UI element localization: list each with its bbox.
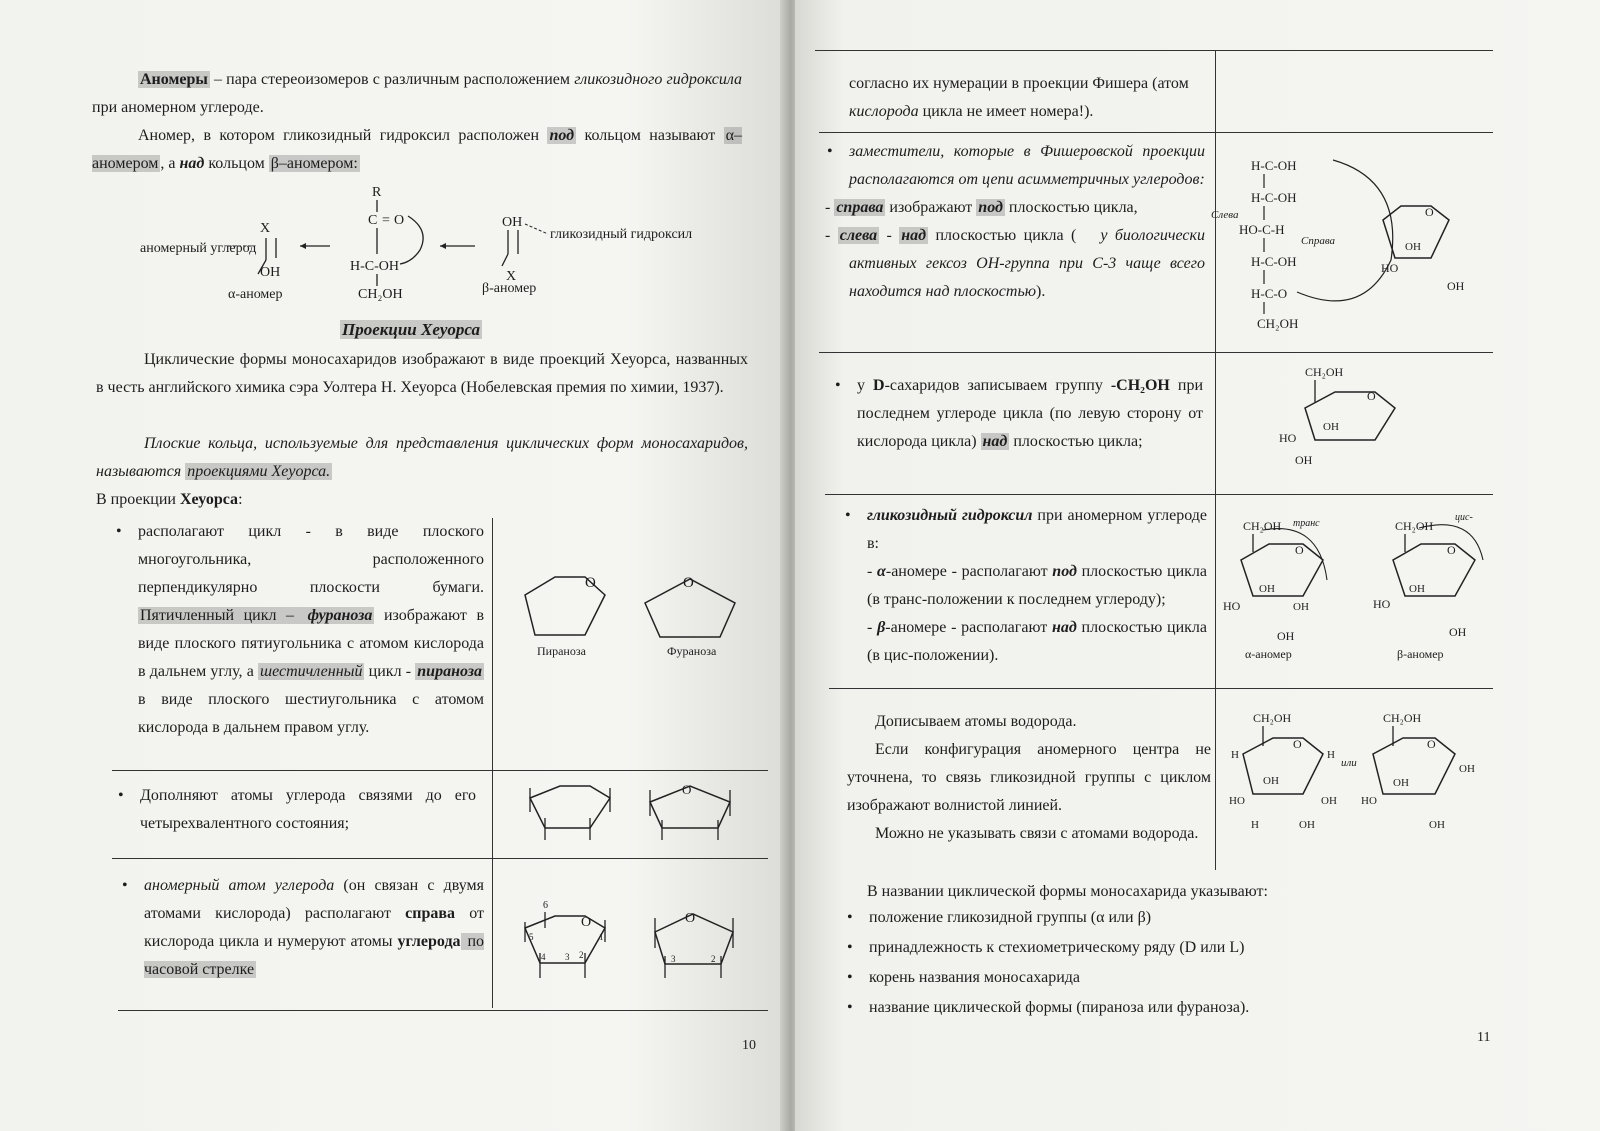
svg-text:CH₂OH: CH₂OH [1383, 711, 1422, 725]
label-glycosidic-hydroxyl: гликозидный гидроксил [550, 227, 693, 242]
svg-text:Справа: Справа [1301, 235, 1336, 247]
svg-text:HO: HO [1373, 597, 1391, 611]
svg-text:O: O [1367, 389, 1376, 403]
svg-text:H-C-OH: H-C-OH [1251, 158, 1297, 173]
haworth-heading: Проекции Хеуорса [342, 320, 481, 339]
svg-text:CH₂OH: CH₂OH [1395, 519, 1434, 533]
hydrogen-rings-diagram [1223, 706, 1483, 846]
naming-item: • название циклической формы (пираноза или фураноза). [869, 994, 1429, 1022]
table-divider-vertical [1215, 50, 1216, 870]
svg-text:OH: OH [1321, 795, 1337, 807]
svg-text:O: O [1425, 205, 1434, 219]
list-item-glycosidic-hydroxyl: • гликозидный гидроксил при аномерном углероде в: - α-аномере - располагают под плоскостью цикла (в транс-положении к последнем углероду); - β-аномере - располагают над плоскостью цикла (в цис-положении). [867, 502, 1207, 670]
svg-text:X: X [260, 221, 271, 236]
label-alpha-anomer-ring: α-аномер [1245, 647, 1292, 661]
list-item-carbon-bonds: • Дополняют атомы углерода связями до его четырехвалентного состояния; [140, 782, 476, 838]
fischer-to-haworth-diagram [1211, 140, 1465, 340]
svg-text:O: O [683, 575, 694, 591]
svg-text:OH: OH [1323, 421, 1339, 433]
svg-text:OH: OH [1293, 601, 1309, 613]
svg-text:H: H [1251, 819, 1259, 831]
svg-text:OH: OH [1409, 583, 1425, 595]
svg-text:1: 1 [599, 932, 604, 942]
table-divider [819, 132, 1493, 133]
svg-text:Слева: Слева [1211, 209, 1239, 221]
label-anomeric-carbon: аномерный углерод [140, 241, 257, 256]
list-item-ch2oh-group: • у D-сахаридов записываем группу -CH₂OH при последнем углероде цикла (по левую сторону от кислорода цикла) над плоскостью цикла; [857, 372, 1203, 456]
fischer-numbering-note: согласно их нумерации в проекции Фишера (атом кислорода цикла не имеет номера!). [849, 75, 1189, 120]
svg-text:2: 2 [711, 954, 716, 964]
svg-text:2: 2 [579, 950, 584, 960]
haworth-paragraph-1: Циклические формы моносахаридов изображают в виде проекций Хеуорса, названных в честь английского химика сэра Уолтера Н. Хеуорса (Нобелевская премия по химии, 1937). [96, 351, 748, 396]
label-pyranose: Пираноза [537, 644, 586, 658]
page-number-left: 10 [742, 1038, 756, 1053]
list-item-substituents: • заместители, которые в Фишеровской проекции располагаются от цепи асимметричных углеродов: - справа изображают под плоскостью цикла, - слева - над плоскостью цикла ( у биологически активных гексоз ОН-группа при С-3 чаще всего находится над плоскостью). [849, 138, 1205, 306]
anomer-diagram [130, 180, 693, 305]
svg-text:транс: транс [1293, 518, 1320, 529]
svg-text:HO: HO [1223, 599, 1241, 613]
svg-text:CH₂OH: CH₂OH [1257, 316, 1299, 331]
omit-hydrogens-text: Можно не указывать связи с атомами водорода. [875, 825, 1199, 842]
svg-text:O: O [1427, 737, 1436, 751]
svg-text:H-C-OH: H-C-OH [1251, 190, 1297, 205]
svg-text:OH: OH [1259, 583, 1275, 595]
svg-text:OH: OH [1459, 763, 1475, 775]
naming-item: • корень названия моносахарида [869, 964, 1429, 992]
svg-text:CH₂OH: CH₂OH [1243, 519, 1282, 533]
add-hydrogens-text: Дописываем атомы водорода. [875, 713, 1077, 730]
ring-shapes-diagram [505, 565, 765, 665]
svg-text:CH₂OH: CH₂OH [1305, 365, 1344, 379]
svg-text:CH₂OH: CH₂OH [358, 287, 403, 302]
svg-text:O: O [685, 911, 696, 926]
svg-text:OH: OH [502, 215, 523, 230]
list-item-ring-shape: • располагают цикл - в виде плоского многоугольника, расположенного перпендикулярно плоскости бумаги. Пятичленный цикл – фураноза изображают в виде плоского пятиугольника с атомом кислорода в дальнем углу, а шестичленный цикл - пираноза в виде плоского шестиугольника с атомом кислорода в дальнем правом углу. [138, 518, 484, 742]
svg-text:цис-: цис- [1455, 512, 1473, 523]
naming-intro: В названии циклической формы моносахарида указывают: [867, 883, 1268, 900]
table-divider [825, 494, 1493, 495]
svg-text:HO: HO [1279, 431, 1297, 445]
svg-text:H-C-O: H-C-O [1251, 286, 1288, 301]
svg-text:O: O [585, 575, 596, 591]
svg-text:CH₂OH: CH₂OH [1253, 711, 1292, 725]
ring-bonds-diagram [520, 778, 760, 848]
svg-text:OH: OH [260, 265, 281, 280]
svg-text:OH: OH [1393, 777, 1409, 789]
svg-text:H: H [1231, 749, 1239, 761]
svg-text:C: C [368, 213, 378, 228]
svg-text:OH: OH [1299, 819, 1315, 831]
svg-text:OH: OH [1449, 625, 1467, 639]
svg-text:HO: HO [1229, 795, 1245, 807]
svg-text:OH: OH [1405, 241, 1421, 253]
svg-text:6: 6 [543, 900, 548, 911]
ch2oh-ring-diagram [1275, 360, 1475, 470]
haworth-paragraph-2: Плоские кольца, используемые для представления циклических форм моносахаридов, называются проекциями Хеуорса. [96, 435, 748, 480]
anomer-rings-diagram [1223, 500, 1503, 670]
svg-text:H-C-OH: H-C-OH [350, 259, 399, 274]
svg-text:O: O [394, 213, 405, 228]
svg-text:R: R [372, 185, 382, 200]
numbered-rings-diagram [515, 898, 765, 998]
naming-item: • положение гликозидной группы (α или β) [869, 904, 1429, 932]
haworth-paragraph-3: В проекции Хеуорса: [96, 491, 243, 508]
table-divider [112, 770, 768, 771]
svg-text:O: O [682, 782, 692, 797]
svg-text:H: H [1327, 749, 1335, 761]
svg-text:HO: HO [1381, 261, 1399, 275]
label-beta-anomer-ring: β-аномер [1397, 647, 1444, 661]
anomer-explanation: Аномер, в котором гликозидный гидроксил расположен под кольцом называют α–аномером , а над кольцом β–аномером: [92, 127, 743, 172]
label-beta-anomer: β-аномер [482, 281, 537, 296]
svg-text:OH: OH [1447, 279, 1465, 293]
svg-text:HO: HO [1361, 795, 1377, 807]
svg-text:OH: OH [1263, 775, 1279, 787]
svg-text:4: 4 [541, 952, 546, 962]
svg-text:OH: OH [1277, 629, 1295, 643]
term-anomers: Аномеры [140, 71, 208, 88]
svg-text:3: 3 [565, 952, 570, 962]
list-item-anomeric-carbon: • аномерный атом углерода (он связан с двумя атомами кислорода) располагают справа от кислорода цикла и нумеруют атомы углерода по часовой стрелке [144, 872, 484, 984]
page-number-right: 11 [1477, 1030, 1491, 1045]
table-divider [112, 858, 768, 859]
svg-text:H-C-OH: H-C-OH [1251, 254, 1297, 269]
svg-text:=: = [382, 213, 390, 228]
label-furanose: Фураноза [667, 644, 717, 658]
svg-text:O: O [581, 915, 592, 930]
table-divider-vertical [492, 518, 493, 1008]
svg-text:X: X [506, 269, 517, 284]
label-alpha-anomer: α-аномер [228, 287, 283, 302]
svg-text:O: O [1447, 543, 1456, 557]
svg-text:3: 3 [671, 954, 676, 964]
table-divider [819, 352, 1493, 353]
svg-text:O: O [1293, 737, 1302, 751]
right-page [795, 0, 1600, 1131]
naming-item: • принадлежность к стехиометрическому ряду (D или L) [869, 934, 1429, 962]
svg-text:или: или [1341, 757, 1357, 769]
table-divider [815, 50, 1493, 51]
svg-text:HO-C-H: HO-C-H [1239, 222, 1285, 237]
svg-text:O: O [1295, 543, 1304, 557]
svg-text:5: 5 [529, 932, 534, 942]
svg-text:OH: OH [1295, 453, 1313, 467]
left-page [0, 0, 785, 1131]
wavy-line-text: Если конфигурация аномерного центра не уточнена, то связь гликозидной группы с циклом изображают волнистой линией. [847, 741, 1211, 814]
table-divider [118, 1010, 768, 1011]
table-divider [829, 688, 1493, 689]
svg-text:OH: OH [1429, 819, 1445, 831]
anomers-definition: Аномеры – пара стереоизомеров с различным расположением гликозидного гидроксила при аномерном углероде. [92, 71, 743, 116]
